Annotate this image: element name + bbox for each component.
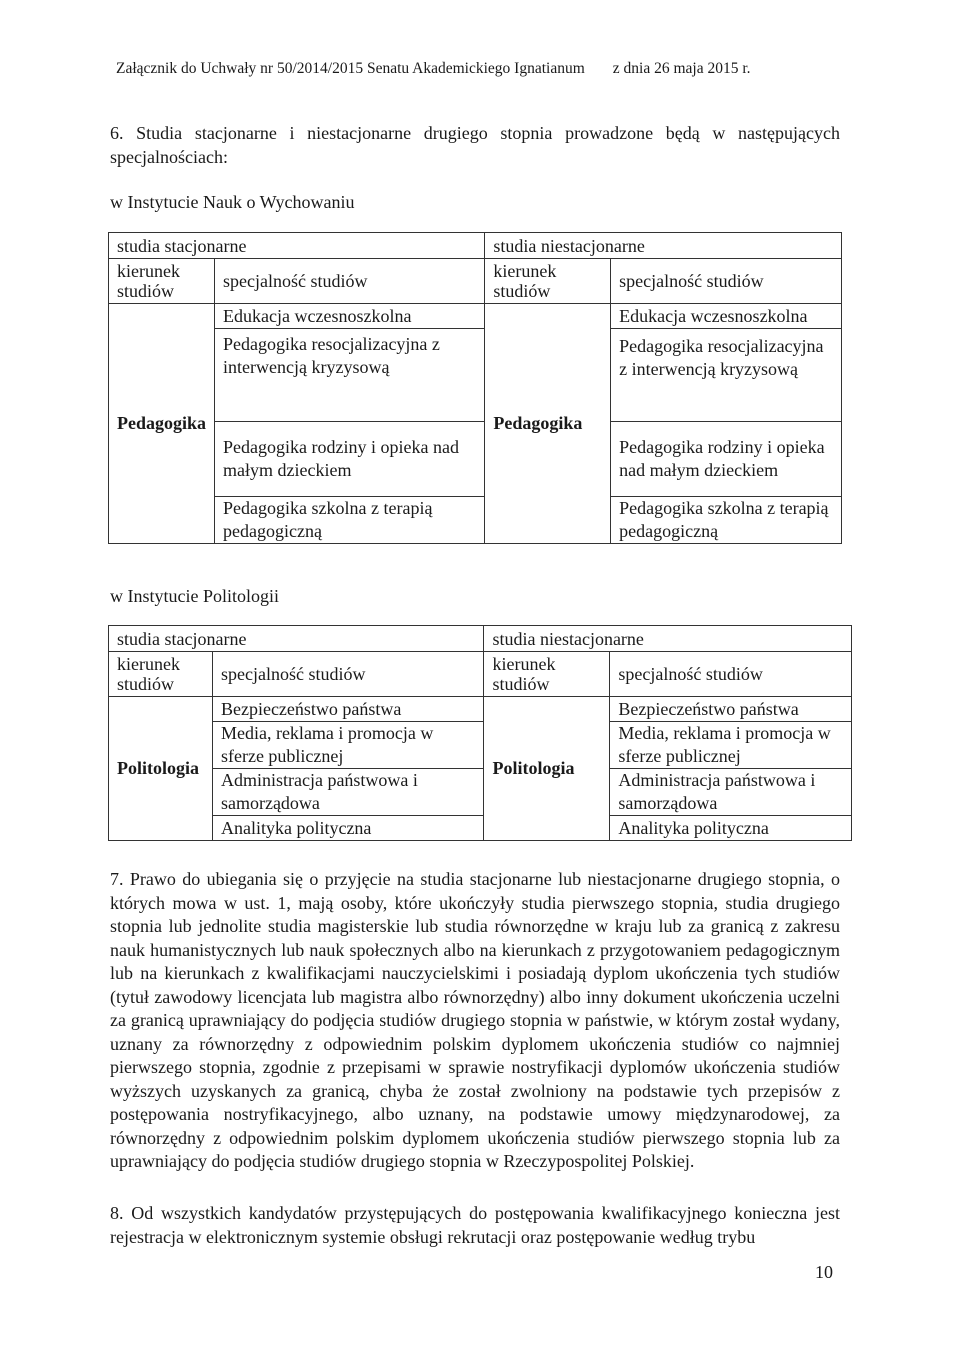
header-date: z dnia 26 maja 2015 r. [612,60,751,77]
col-header-specialty: specjalność studiów [215,259,485,304]
page-number: 10 [815,1262,833,1282]
mode-part-time: studia niestacjonarne [484,626,852,652]
specialty-cell: Bezpieczeństwo państwa [212,697,484,722]
specialty-cell: Edukacja wczesnoszkolna [611,304,842,329]
field-of-study: Pedagogika [485,304,611,544]
table-education [108,232,842,544]
col-header-specialty: specjalność studiów [212,652,484,697]
section-8-text: 8. Od wszystkich kandydatów przystępujących do postępowania kwalifikacyjnego konieczna jest rejestracja w elektronicznym systemie obsługi rekrutacji oraz postępowanie według trybu [110,1203,840,1247]
col-header-field: kierunek studiów [109,259,215,304]
institute-label-politology: w Instytucie Politologii [110,586,279,606]
specialty-cell: Pedagogika resocjalizacyjna z interwencją kryzysową [611,329,842,422]
col-header-field: kierunek studiów [109,652,213,697]
specialty-cell: Analityka polityczna [212,816,484,841]
specialty-cell: Bezpieczeństwo państwa [610,697,852,722]
col-header-specialty: specjalność studiów [610,652,852,697]
specialty-cell: Media, reklama i promocja w sferze publicznej [212,722,484,769]
table-politology [108,625,852,841]
specialty-cell: Edukacja wczesnoszkolna [215,304,485,329]
specialty-cell: Administracja państwowa i samorządowa [610,769,852,816]
institute-label-education: w Instytucie Nauk o Wychowaniu [110,192,355,212]
specialty-cell: Pedagogika rodziny i opieka nad małym dzieckiem [215,422,485,497]
section-7-text: 7. Prawo do ubiegania się o przyjęcie na studia stacjonarne lub niestacjonarne drugiego stopnia, o których mowa w ust. 1, mają osoby, które ukończyły studia pierwszego stopnia, studia drugiego stopnia lub jednolite studia magisterskie lub studia równorzędne w kraju lub za granicą z zakresu nauk humanistycznych lub nauk społecznych albo na kierunkach z przygotowaniem pedagogicznym lub na kierunkach z kwalifikacjami nauczycielskimi i posiadają dyplom ukończenia tych studiów (tytuł zawodowy licencjata lub magistra albo równorzędny) albo inny dokument ukończenia uczelni za granicą uprawniający do podjęcia studiów drugiego stopnia w państwie, w którym został wydany, uznany za równorzędny z odpowiednim polskim dyplomem ukończenia studiów co najmniej pierwszego stopnia, zgodnie z przepisami w sprawie nostryfikacji dyplomów ukończenia studiów wyższych uzyskanych za granicą, chyba że został zwolniony na podstawie tych przepisów z postępowania nostryfikacyjnego, albo uznany, na podstawie umowy międzynarodowej, za równorzędny z odpowiednim polskim dyplomem ukończenia studiów pierwszego stopnia lub za uprawniający do podjęcia studiów drugiego stopnia w Rzeczypospolitej Polskiej. [110,869,840,1171]
field-of-study: Politologia [484,697,610,841]
document-header [116,60,751,78]
field-of-study: Pedagogika [109,304,215,544]
section-6-text: 6. Studia stacjonarne i niestacjonarne drugiego stopnia prowadzone będą w następujących specjalnościach: [110,123,840,167]
specialty-cell: Pedagogika szkolna z terapią pedagogiczną [611,497,842,544]
specialty-cell: Media, reklama i promocja w sferze publicznej [610,722,852,769]
col-header-specialty: specjalność studiów [611,259,842,304]
mode-full-time: studia stacjonarne [109,626,484,652]
field-of-study: Politologia [109,697,213,841]
col-header-field: kierunek studiów [484,652,610,697]
mode-part-time: studia niestacjonarne [485,233,842,259]
specialty-cell: Pedagogika rodziny i opieka nad małym dzieckiem [611,422,842,497]
specialty-cell: Pedagogika resocjalizacyjna z interwencją kryzysową [215,329,485,422]
specialty-cell: Analityka polityczna [610,816,852,841]
col-header-field: kierunek studiów [485,259,611,304]
specialty-cell: Administracja państwowa i samorządowa [212,769,484,816]
mode-full-time: studia stacjonarne [109,233,485,259]
header-resolution: Załącznik do Uchwały nr 50/2014/2015 Senatu Akademickiego Ignatianum [116,60,585,77]
specialty-cell: Pedagogika szkolna z terapią pedagogiczną [215,497,485,544]
